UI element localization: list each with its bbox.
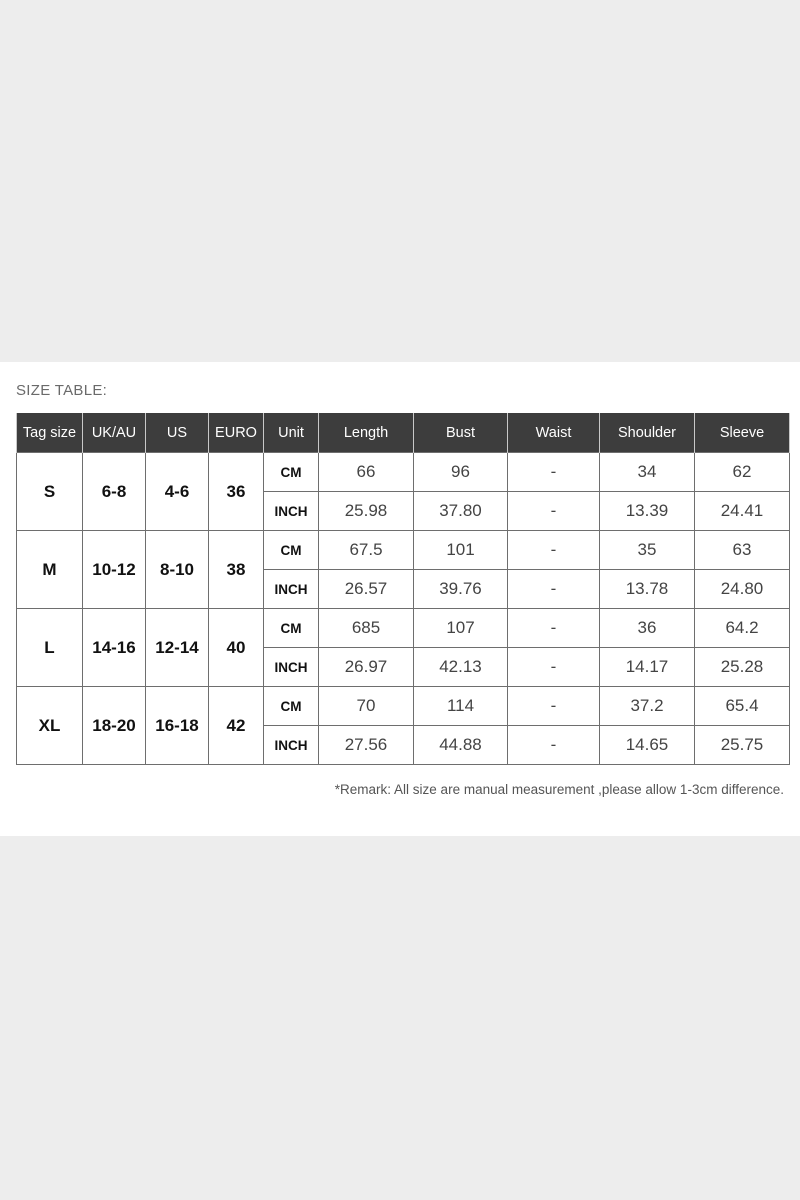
us-cell: 16-18 — [146, 687, 209, 765]
header-row — [17, 413, 790, 453]
shoulder-cell: 35 — [600, 531, 695, 570]
sleeve-cell: 64.2 — [695, 609, 790, 648]
bust-cell: 107 — [414, 609, 508, 648]
tag-size-cell: XL — [17, 687, 83, 765]
unit-cell: CM — [264, 453, 319, 492]
unit-cell: INCH — [264, 570, 319, 609]
sleeve-cell: 24.41 — [695, 492, 790, 531]
waist-cell: - — [508, 492, 600, 531]
shoulder-cell: 37.2 — [600, 687, 695, 726]
sleeve-cell: 63 — [695, 531, 790, 570]
bust-cell: 37.80 — [414, 492, 508, 531]
header-length: Length — [319, 413, 414, 453]
tag-size-cell: S — [17, 453, 83, 531]
length-cell: 27.56 — [319, 726, 414, 765]
header-us: US — [146, 413, 209, 453]
length-cell: 26.57 — [319, 570, 414, 609]
bust-cell: 44.88 — [414, 726, 508, 765]
header-shoulder: Shoulder — [600, 413, 695, 453]
length-cell: 70 — [319, 687, 414, 726]
length-cell: 26.97 — [319, 648, 414, 687]
tag-size-cell: M — [17, 531, 83, 609]
shoulder-cell: 13.39 — [600, 492, 695, 531]
waist-cell: - — [508, 648, 600, 687]
shoulder-cell: 14.65 — [600, 726, 695, 765]
sleeve-cell: 24.80 — [695, 570, 790, 609]
euro-cell: 38 — [209, 531, 264, 609]
table-row — [17, 609, 790, 648]
sleeve-cell: 65.4 — [695, 687, 790, 726]
shoulder-cell: 13.78 — [600, 570, 695, 609]
table-row — [17, 687, 790, 726]
shoulder-cell: 36 — [600, 609, 695, 648]
size-table — [16, 413, 790, 765]
bust-cell: 39.76 — [414, 570, 508, 609]
tag-size-cell: L — [17, 609, 83, 687]
waist-cell: - — [508, 453, 600, 492]
uk-au-cell: 18-20 — [83, 687, 146, 765]
sleeve-cell: 62 — [695, 453, 790, 492]
waist-cell: - — [508, 687, 600, 726]
euro-cell: 36 — [209, 453, 264, 531]
waist-cell: - — [508, 726, 600, 765]
euro-cell: 42 — [209, 687, 264, 765]
length-cell: 66 — [319, 453, 414, 492]
unit-cell: INCH — [264, 492, 319, 531]
unit-cell: INCH — [264, 726, 319, 765]
header-waist: Waist — [508, 413, 600, 453]
table-row — [17, 531, 790, 570]
uk-au-cell: 10-12 — [83, 531, 146, 609]
remark-note: *Remark: All size are manual measurement ,please allow 1-3cm difference. — [334, 782, 784, 797]
table-row — [17, 453, 790, 492]
unit-cell: CM — [264, 687, 319, 726]
uk-au-cell: 14-16 — [83, 609, 146, 687]
waist-cell: - — [508, 570, 600, 609]
us-cell: 4-6 — [146, 453, 209, 531]
shoulder-cell: 14.17 — [600, 648, 695, 687]
shoulder-cell: 34 — [600, 453, 695, 492]
bust-cell: 42.13 — [414, 648, 508, 687]
us-cell: 12-14 — [146, 609, 209, 687]
unit-cell: INCH — [264, 648, 319, 687]
waist-cell: - — [508, 609, 600, 648]
size-table-title: SIZE TABLE: — [16, 382, 108, 399]
bust-cell: 96 — [414, 453, 508, 492]
uk-au-cell: 6-8 — [83, 453, 146, 531]
length-cell: 67.5 — [319, 531, 414, 570]
sleeve-cell: 25.28 — [695, 648, 790, 687]
length-cell: 685 — [319, 609, 414, 648]
header-unit: Unit — [264, 413, 319, 453]
sleeve-cell: 25.75 — [695, 726, 790, 765]
header-sleeve: Sleeve — [695, 413, 790, 453]
length-cell: 25.98 — [319, 492, 414, 531]
header-uk-au: UK/AU — [83, 413, 146, 453]
header-tag-size: Tag size — [17, 413, 83, 453]
us-cell: 8-10 — [146, 531, 209, 609]
header-euro: EURO — [209, 413, 264, 453]
bust-cell: 114 — [414, 687, 508, 726]
waist-cell: - — [508, 531, 600, 570]
euro-cell: 40 — [209, 609, 264, 687]
unit-cell: CM — [264, 609, 319, 648]
size-table-card — [0, 362, 800, 836]
header-bust: Bust — [414, 413, 508, 453]
unit-cell: CM — [264, 531, 319, 570]
bust-cell: 101 — [414, 531, 508, 570]
